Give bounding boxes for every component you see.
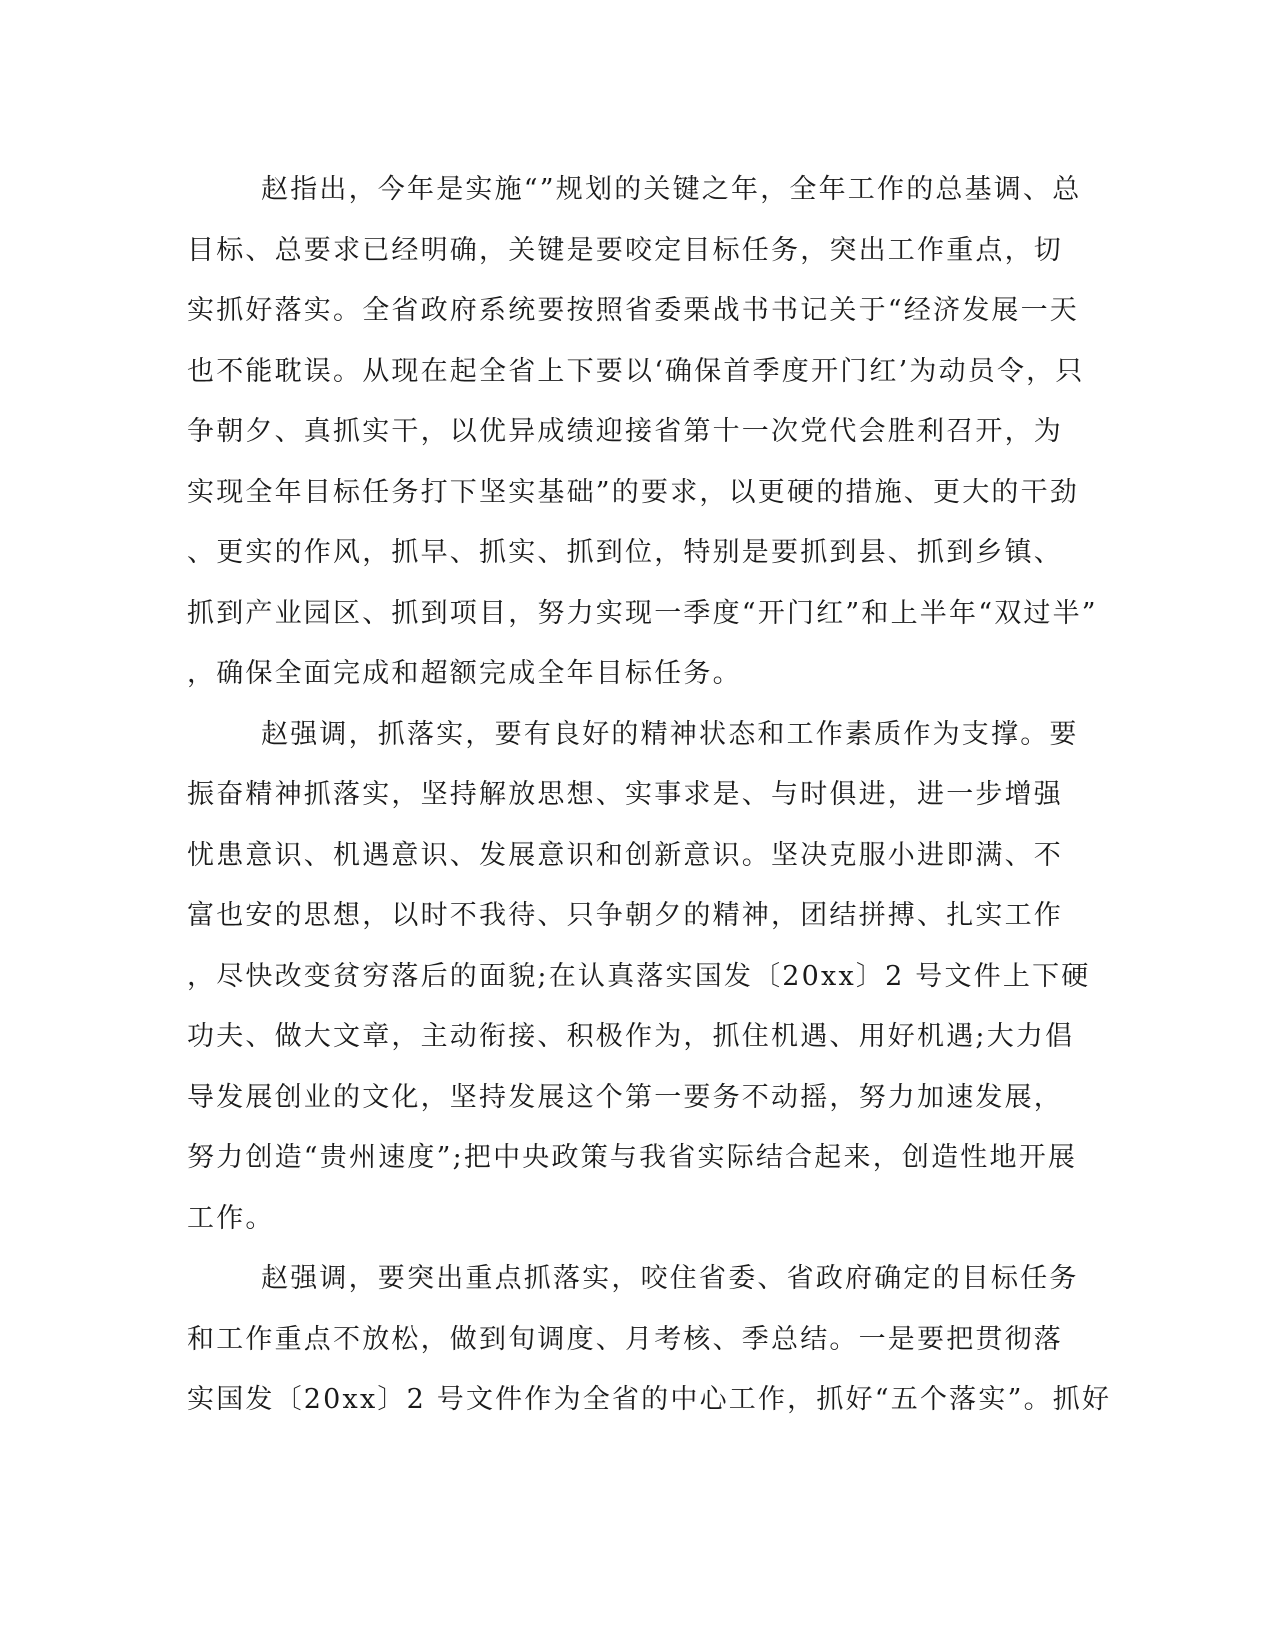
text-line: ，确保全面完成和超额完成全年目标任务。 — [187, 658, 742, 689]
text-line: 导发展创业的文化，坚持发展这个第一要务不动摇，努力加速发展， — [187, 1081, 1063, 1113]
text-line: 工作。 — [187, 1202, 275, 1234]
text-line: 赵指出，今年是实施“”规划的关键之年，全年工作的总基调、总 — [261, 174, 1082, 205]
text-line: 赵强调，抓落实，要有良好的精神状态和工作素质作为支撑。要 — [261, 718, 1079, 750]
text-line: 富也安的思想，以时不我待、只争朝夕的精神，团结拼搏、扎实工作 — [187, 900, 1063, 931]
text-line: 也不能耽误。从现在起全省上下要以‘确保首季度开门红’为动员令，只 — [187, 355, 1085, 387]
paragraph-3 — [187, 1249, 1112, 1431]
paragraph-2 — [187, 705, 1091, 1250]
text-line: 实现全年目标任务打下坚实基础”的要求，以更硬的措施、更大的干劲 — [187, 476, 1080, 508]
text-line: 目标、总要求已经明确，关键是要咬定目标任务，突出工作重点，切 — [187, 234, 1063, 266]
text-line: ，尽快改变贫穷落后的面貌;在认真落实国发〔20xx〕2 号文件上下硬 — [187, 960, 1091, 992]
text-line: 忧患意识、机遇意识、发展意识和创新意识。坚决克服小进即满、不 — [187, 839, 1063, 871]
text-line: 抓到产业园区、抓到项目，努力实现一季度“开门红”和上半年“双过半” — [187, 597, 1098, 629]
document-body — [187, 160, 1112, 1431]
text-line: 实抓好落实。全省政府系统要按照省委栗战书书记关于“经济发展一天 — [187, 295, 1080, 326]
text-line: 争朝夕、真抓实干，以优异成绩迎接省第十一次党代会胜利召开，为 — [187, 416, 1063, 447]
paragraph-1 — [187, 160, 1098, 705]
text-line: 赵强调，要突出重点抓落实，咬住省委、省政府确定的目标任务 — [261, 1263, 1079, 1294]
text-line: 、更实的作风，抓早、抓实、抓到位，特别是要抓到县、抓到乡镇、 — [187, 537, 1063, 568]
text-line: 功夫、做大文章，主动衔接、积极作为，抓住机遇、用好机遇;大力倡 — [187, 1021, 1075, 1052]
text-line: 努力创造“贵州速度”;把中央政策与我省实际结合起来，创造性地开展 — [187, 1142, 1078, 1173]
text-line: 和工作重点不放松，做到旬调度、月考核、季总结。一是要把贯彻落 — [187, 1323, 1063, 1355]
text-line: 实国发〔20xx〕2 号文件作为全省的中心工作，抓好“五个落实”。抓好 — [187, 1384, 1112, 1415]
text-line: 振奋精神抓落实，坚持解放思想、实事求是、与时俱进，进一步增强 — [187, 779, 1063, 810]
